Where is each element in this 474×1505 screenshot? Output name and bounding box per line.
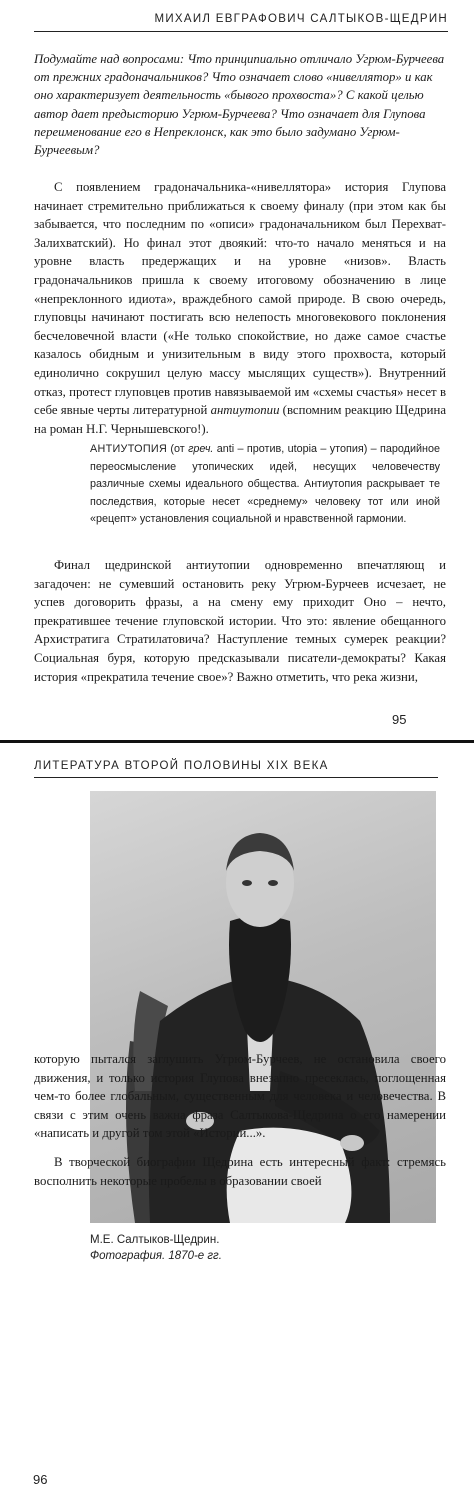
- definition-open: (от: [167, 443, 189, 455]
- definition-greek-abbr: греч.: [188, 443, 214, 455]
- paragraph-text: С появлением градоначальника-«нивеллятора» история Глупова начинает стремительно приближаться к своему финалу (при этом как бы забывается, что последним по «описи» градоначальником был Перехват-Залихватский). Но финал этот двоякий: что-то начало меняться и на уровне власть предержащих и на уровне «низов». Власть градоначальников пришла к своему итоговому обозначению в лице «непреклонного идиота», враждебного самой природе. В свою очередь, глуповцы начинают постигать всю нелепость многовекового поклонения бесчеловечной власти («Не только спокойствие, но даже самое счастье казалось обидным и унизительным в виду этого прохвоста, который единолично сокрушил целую массу мыслящих существ»). Внутренний отказ, протест глуповцев против навязываемой им «схемы счастья» несет в себе явные черты литературной: [34, 180, 446, 418]
- definition-body: anti – против, utopia – утопия) – пародийное переосмысление утопических идей, несущих человечеству различные схемы идеального общества. Антиутопия раскрывает те последствия, которые несет «среднему» человеку тот или иной «рецепт» установления социальной и нравственной гармонии.: [90, 443, 441, 526]
- caption-name: М.Е. Салтыков-Щедрин.: [90, 1234, 220, 1246]
- paragraph-text-end: (вспомним реакцию Щедрина на роман Н.Г. Чернышевского!).: [34, 403, 447, 436]
- running-head: МИХАИЛ ЕВГРАФОВИЧ САЛТЫКОВ-ЩЕДРИН: [154, 13, 448, 25]
- running-head: ЛИТЕРАТУРА ВТОРОЙ ПОЛОВИНЫ XIX ВЕКА: [34, 760, 329, 772]
- paragraph-biography: В творческой биографии Щедрина есть интересный факт: стремясь восполнить некоторые пробелы в образовании своей: [34, 1155, 446, 1188]
- photo-caption: [90, 1232, 390, 1264]
- paragraph-continuation: которую пытался заглушить Угрюм-Бурчеев, не остановила своего движения, и только история Глупова внезапно пресеклась, поглощенная чем-то более глобальным, существенным для человека и человечества. В связи с этим очень важна фраза Салтыкова-Щедрина о его намерении «написать и другой том этой «Истории...».: [34, 1052, 446, 1141]
- definition-term: АНТИУТОПИЯ: [90, 443, 168, 455]
- page-number: 95: [392, 712, 407, 727]
- study-questions: Подумайте над вопросами: Что принципиально отличало Угрюм-Бурчеева от прежних градоначальников? Что означает слово «нивеллятор» и как оно характеризует деятельность «бывого прохвоста»? С какой целью автор дает предысторию Угрюм-Бурчеева? Что означает для Глупова переименование его в Непреклонск, как это было задумано Угрюм-Бурчеевым?: [34, 52, 445, 158]
- header-rule: [34, 777, 438, 778]
- paragraph-final: Финал щедринской антиутопии одновременно впечатляющ и загадочен: не сумевший остановить реку Угрюм-Бурчеев исчезает, не успев договорить фразы, а на смену ему приходит Оно – нечто, прекратившее течение глуповской истории. Что это: явление обещанного Архистратига Стратилатовича? Наступление темных сумерек реакции? Социальная буря, которую предсказывали писатели-демократы? Какая история «прекратила течение свое»? Важно отметить, что река жизни,: [34, 558, 446, 684]
- page-number: 96: [33, 1472, 48, 1487]
- caption-date: Фотография. 1870-е гг.: [90, 1250, 222, 1262]
- emphasis-term: антиутопии: [210, 403, 280, 418]
